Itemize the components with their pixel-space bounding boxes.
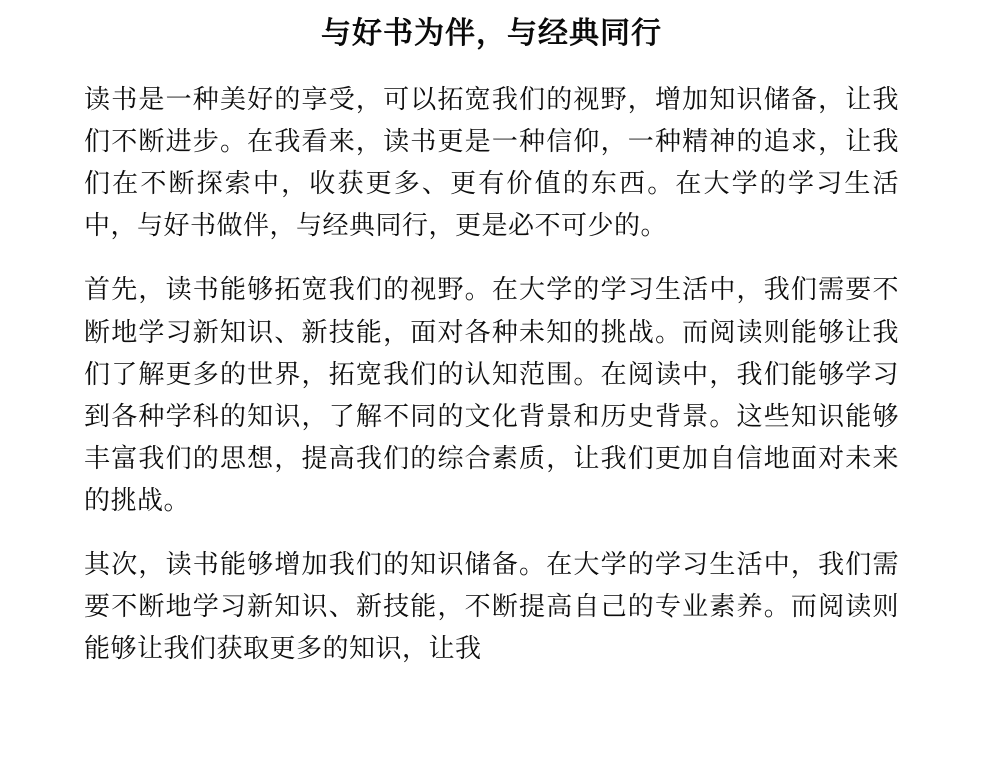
document-title: 与好书为伴，与经典同行	[321, 16, 662, 51]
paragraph-2: 首先，读书能够拓宽我们的视野。在大学的学习生活中，我们需要不断地学习新知识、新技能，面对各种未知的挑战。而阅读则能够让我们了解更多的世界，拓宽我们的认知范围。在阅读中，我们能够学习到各种学科的知识，了解不同的文化背景和历史背景。这些知识能够丰富我们的思想，提高我们的综合素质，让我们更加自信地面对未来的挑战。	[84, 275, 899, 516]
paragraph-1: 读书是一种美好的享受，可以拓宽我们的视野，增加知识储备，让我们不断进步。在我看来，读书更是一种信仰，一种精神的追求，让我们在不断探索中，收获更多、更有价值的东西。在大学的学习生活中，与好书做伴，与经典同行，更是必不可少的。	[84, 85, 899, 242]
paragraph-3: 其次，读书能够增加我们的知识储备。在大学的学习生活中，我们需要不断地学习新知识、新技能，不断提高自己的专业素养。而阅读则能够让我们获取更多的知识，让我	[84, 550, 899, 665]
